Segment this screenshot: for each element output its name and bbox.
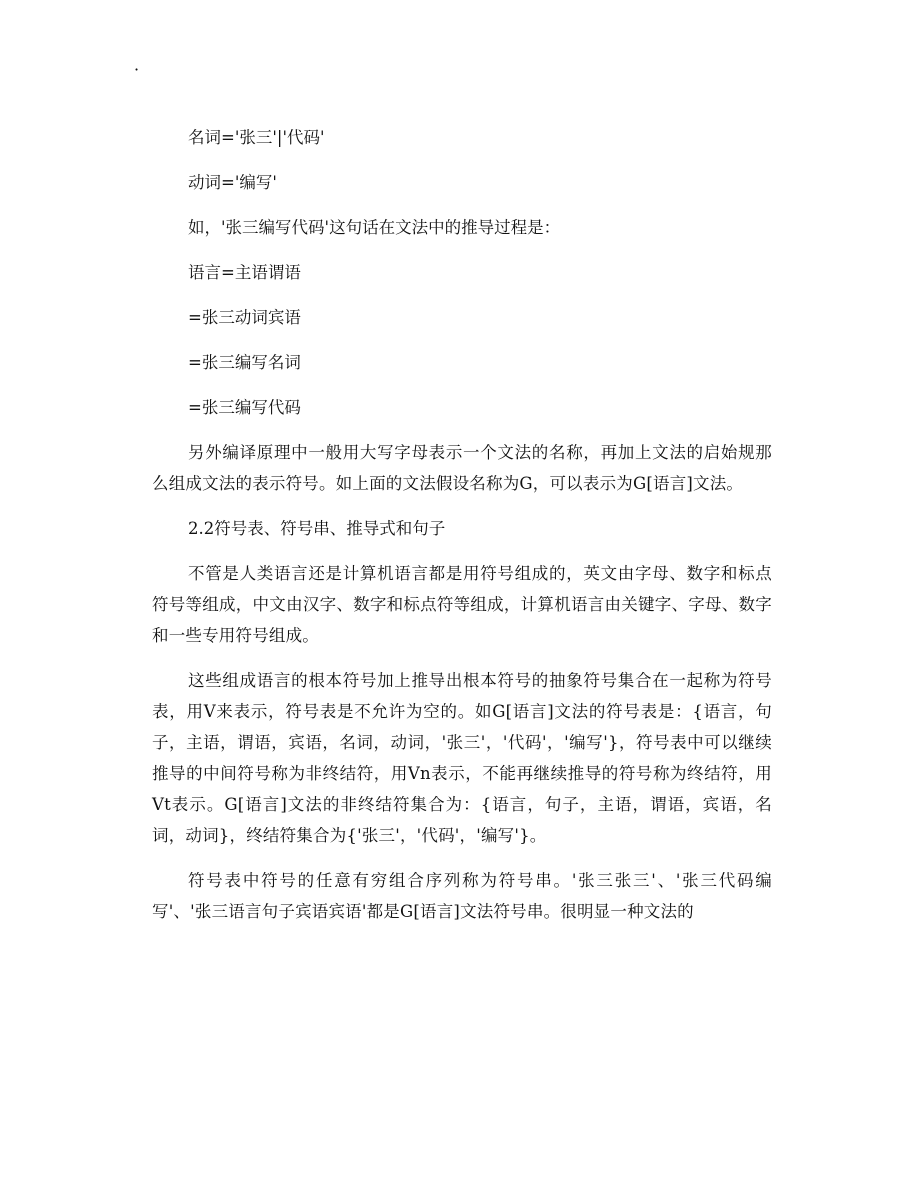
derivation-step-4: =张三编写代码 — [188, 398, 301, 417]
paragraph-symbol-table: 这些组成语言的根本符号加上推导出根本符号的抽象符号集合在一起称为符号表，用V来表示，符号表是不允许为空的。如G[语言]文法的符号表是：{语言，句子，主语，谓语，宾语，名词，动词，'张三'，'代码'，'编写'}，符号表中可以继续推导的中间符号称为非终结符，用Vn表示，不能再继续推导的符号称为终结符，用Vt表示。G[语言]文法的非终结符集合为：{语言，句子，主语，谓语，宾语，名词，动词}，终结符集合为{'张三'，'代码'，'编写'}。 — [152, 671, 772, 845]
section-heading: 2.2符号表、符号串、推导式和句子 — [188, 519, 446, 538]
derivation-intro: 如，'张三编写代码'这句话在文法中的推导过程是： — [188, 218, 561, 237]
paragraph-symbol-string: 符号表中符号的任意有穷组合序列称为符号串。'张三张三'、'张三代码编写'、'张三语言句子宾语宾语'都是G[语言]文法符号串。很明显一种文法的 — [152, 871, 772, 921]
page-marker: · — [134, 60, 140, 79]
rule-verb: 动词='编写' — [188, 173, 277, 192]
rule-noun: 名词='张三'|'代码' — [188, 128, 325, 147]
paragraph-symbols: 不管是人类语言还是计算机语言都是用符号组成的，英文由字母、数字和标点符号等组成，中文由汉字、数字和标点符等组成，计算机语言由关键字、字母、数字和一些专用符号组成。 — [152, 564, 772, 645]
derivation-step-1: 语言=主语谓语 — [188, 263, 301, 282]
derivation-step-2: =张三动词宾语 — [188, 308, 301, 327]
paragraph-grammar-name: 另外编译原理中一般用大写字母表示一个文法的名称，再加上文法的启始规那么组成文法的表示符号。如上面的文法假设名称为G，可以表示为G[语言]文法。 — [152, 443, 772, 493]
derivation-step-3: =张三编写名词 — [188, 353, 301, 372]
document-body — [152, 122, 772, 941]
